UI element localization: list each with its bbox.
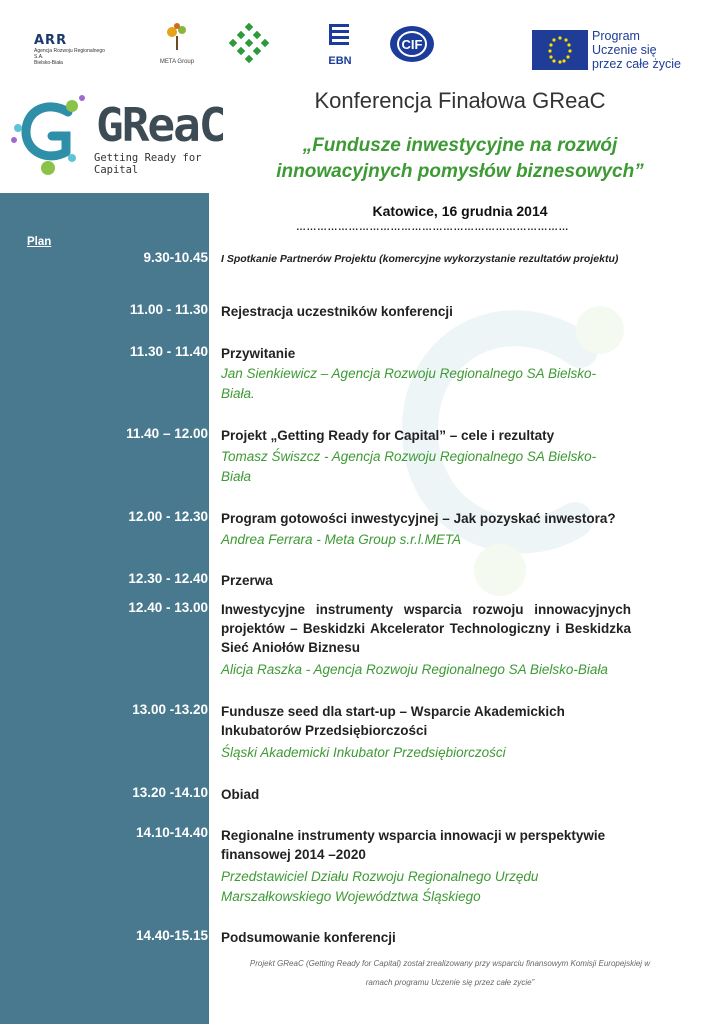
agenda-title: Podsumowanie konferencji (221, 930, 396, 945)
footer-line1: Projekt GReaC (Getting Ready for Capital) został zrealizowany przy wsparciu finansowym Komisji Europejskiej w (249, 959, 651, 968)
agenda-time: 11.40 – 12.00 (126, 426, 208, 441)
cif-logo (388, 24, 436, 64)
agenda-title: Przywitanie (221, 346, 296, 361)
agenda-speaker: Śląski Akademicki Inkubator Przedsiębiorczości (221, 745, 506, 760)
agenda-speaker: Andrea Ferrara - Meta Group s.r.l.META (221, 532, 462, 547)
footer-line2: ramach programu Uczenie się przez całe zycie” (365, 978, 535, 987)
place-date: Katowice, 16 grudnia 2014 (372, 203, 548, 219)
agenda-title: Rejestracja uczestników konferencji (221, 304, 453, 319)
agenda-title: Przerwa (221, 573, 273, 588)
agenda-time: 13.20 -14.10 (132, 785, 208, 800)
agenda-title: Program gotowości inwestycyjnej – Jak pozyskać inwestora? (221, 511, 616, 526)
agenda-time: 11.00 - 11.30 (129, 302, 208, 317)
eu-program-logo (532, 30, 692, 72)
agenda-time: 12.00 - 12.30 (128, 509, 208, 524)
conference-subtitle (210, 133, 710, 185)
agenda-title: I Spotkanie Partnerów Projektu (komercyjne wykorzystanie rezultatów projektu) (221, 253, 619, 265)
agenda-speaker: Tomasz Świszcz - Agencja Rozwoju Regionalnego SA Bielsko-Biała (221, 449, 597, 484)
subtitle-line2: innowacyjnych pomysłów biznesowych” (276, 161, 644, 182)
agenda-title: Regionalne instrumenty wsparcia innowacji w perspektywie finansowej 2014 –2020 (221, 828, 606, 862)
subtitle-line1: „Fundusze inwestycyjne na rozwój (302, 135, 618, 156)
ebn-text: EBN (328, 55, 352, 67)
agenda-title: Fundusze seed dla start-up – Wsparcie Akademickich Inkubatorów Przedsiębiorczości (221, 704, 565, 738)
agenda-speaker: Jan Sienkiewicz – Agencja Rozwoju Regionalnego SA Bielsko-Biała. (221, 366, 596, 401)
dotted-separator: …………………………………………………………………… (296, 222, 569, 233)
agenda-title: Projekt „Getting Ready for Capital” – cele i rezultaty (221, 428, 555, 443)
eu-program-line2: Uczenie się (592, 43, 657, 57)
plan-label: Plan (27, 236, 52, 248)
greac-wordmark: GReaC (96, 98, 225, 152)
agenda-time: 9.30-10.45 (143, 250, 208, 265)
agenda-time: 11.30 - 11.40 (129, 344, 208, 359)
arr-logo-mark: ARR (34, 33, 68, 48)
eu-program-line3: przez całe życie (592, 57, 681, 71)
agenda-speaker: Przedstawiciel Działu Rozwoju Regionalnego Urzędu Marszałkowskiego Województwa Śląskiego (221, 869, 539, 904)
meta-group-logo (152, 22, 202, 64)
greac-logo (8, 92, 225, 176)
greac-molecule-icon (8, 92, 92, 176)
meta-group-caption: META Group (159, 59, 195, 65)
arr-logo (34, 33, 114, 66)
agenda-speaker: Alicja Raszka - Agencja Rozwoju Regionalnego SA Bielsko-Biała (221, 662, 608, 677)
agenda-time: 12.40 - 13.00 (128, 600, 208, 615)
cif-text: CIF (401, 37, 423, 52)
agenda-time: 12.30 - 12.40 (128, 571, 208, 586)
ebn-logo (320, 22, 360, 67)
arr-logo-sub2: Bielsko-Biała (34, 60, 63, 66)
meta-tree-icon (162, 22, 192, 52)
eu-flag-icon (532, 30, 588, 70)
agenda-title: Obiad (221, 787, 260, 802)
agenda-time: 13.00 -13.20 (132, 702, 208, 717)
eu-program-line1: Program (592, 29, 640, 43)
agenda-title: Inwestycyjne instrumenty wsparcia rozwoju innowacyjnych projektów – Beskidzki Akcelerator Technologiczny i Beskidzka Sieć Aniołów Biznesu (221, 602, 631, 655)
arr-logo-sub1: Agencja Rozwoju Regionalnego S.A. (34, 48, 105, 60)
footer-note (215, 954, 685, 992)
greac-tagline: Getting Ready for Capital (94, 152, 202, 176)
ebn-emblem-icon (325, 22, 355, 50)
agenda-time: 14.40-15.15 (135, 928, 208, 943)
agenda-time: 14.10-14.40 (135, 825, 208, 840)
green-diamond-logo (226, 22, 272, 68)
page-title: Konferencja Finałowa GReaC (314, 88, 606, 113)
